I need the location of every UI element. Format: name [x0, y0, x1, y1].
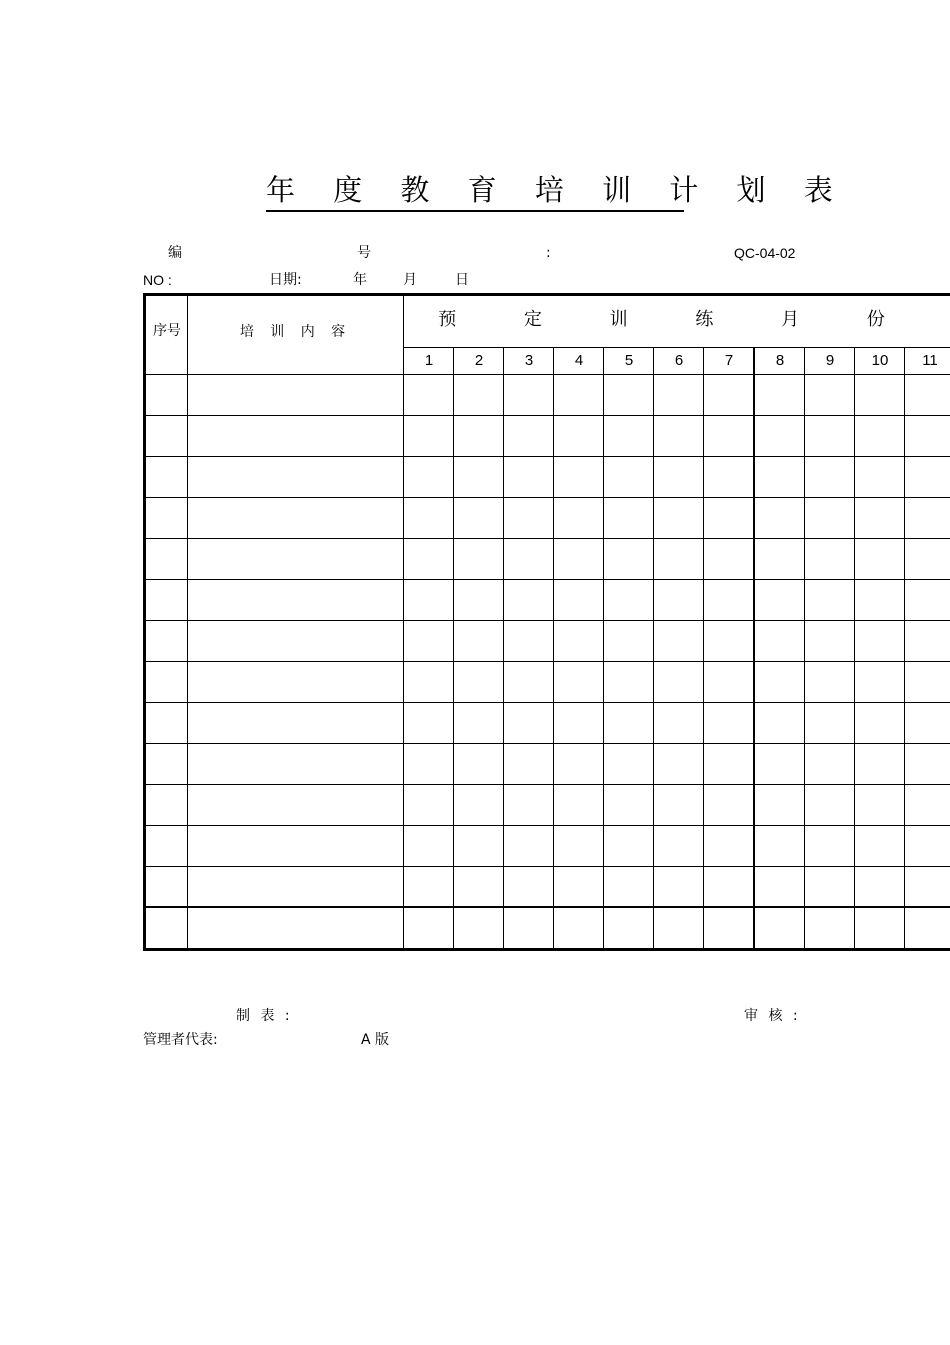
row-divider — [146, 825, 950, 826]
month-divider — [703, 347, 704, 949]
month-divider — [653, 347, 654, 949]
month-label: 7 — [724, 352, 734, 369]
code-label-bian: 编 — [168, 245, 182, 261]
manager-rep-label: 管理者代表: — [143, 1032, 218, 1048]
month-label: 10 — [871, 352, 889, 369]
code-label-colon: : — [546, 245, 551, 261]
review-label: 审 核 : — [744, 1008, 801, 1024]
month-divider — [804, 347, 805, 949]
month-label: 1 — [424, 352, 434, 369]
row-divider — [146, 374, 950, 375]
row-divider — [146, 702, 950, 703]
row-divider — [146, 579, 950, 580]
month-label: 11 — [922, 352, 938, 369]
row-divider — [146, 866, 950, 867]
date-day-label: 日 — [455, 272, 469, 288]
seq-header: 序号 — [153, 323, 181, 339]
month-divider — [503, 347, 504, 949]
month-label: 3 — [524, 352, 534, 369]
row-divider — [146, 661, 950, 662]
document-code: QC-04-02 — [734, 245, 796, 261]
header-divider — [403, 347, 950, 348]
column-divider — [403, 295, 404, 949]
month-label: 4 — [574, 352, 584, 369]
month-label: 2 — [474, 352, 484, 369]
content-header: 培 训 内 容 — [239, 324, 352, 340]
month-label: 5 — [624, 352, 634, 369]
month-label: 9 — [825, 352, 835, 369]
month-label: 8 — [775, 352, 785, 369]
row-divider — [146, 784, 950, 785]
column-divider — [187, 295, 188, 949]
months-header: 预 定 训 练 月 份 — [438, 309, 916, 330]
training-plan-table — [143, 293, 950, 951]
row-divider — [146, 497, 950, 498]
code-label-hao: 号 — [357, 245, 371, 261]
document-title: 年 度 教 育 培 训 计 划 表 — [266, 170, 684, 212]
month-divider — [453, 347, 454, 949]
no-label: NO : — [143, 272, 172, 288]
version-label: A 版 — [361, 1032, 390, 1048]
row-divider — [146, 415, 950, 416]
month-label: 6 — [674, 352, 684, 369]
date-label: 日期: — [269, 272, 302, 288]
month-divider — [904, 347, 905, 949]
date-year-label: 年 — [353, 272, 367, 288]
row-divider — [146, 620, 950, 621]
month-group-divider — [753, 347, 755, 949]
month-divider — [603, 347, 604, 949]
month-divider — [854, 347, 855, 949]
row-divider-strong — [146, 906, 950, 908]
row-divider — [146, 538, 950, 539]
month-divider — [553, 347, 554, 949]
date-month-label: 月 — [403, 272, 417, 288]
row-divider — [146, 456, 950, 457]
row-divider — [146, 743, 950, 744]
made-by-label: 制 表 : — [236, 1008, 293, 1024]
